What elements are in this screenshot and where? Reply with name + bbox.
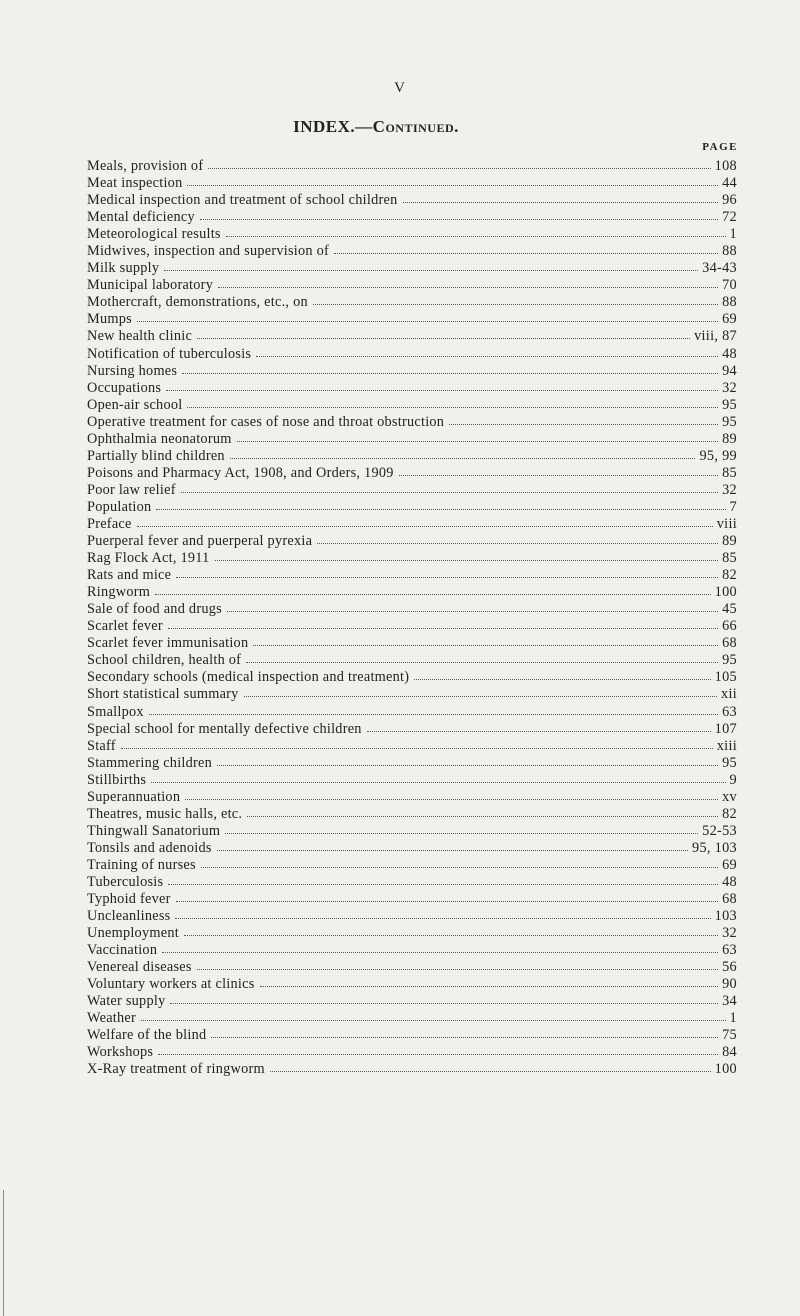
index-term: Stammering children	[87, 754, 213, 771]
index-entry	[87, 243, 737, 260]
index-page-ref: xii	[721, 686, 737, 703]
index-term: Tuberculosis	[87, 873, 164, 890]
index-term: Medical inspection and treatment of school children	[87, 192, 398, 209]
index-entry	[87, 959, 737, 976]
dot-leader	[168, 618, 718, 630]
index-term: Mothercraft, demonstrations, etc., on	[87, 294, 308, 311]
index-page-ref: 82	[722, 567, 737, 584]
index-entry	[87, 925, 737, 942]
index-entry	[87, 976, 737, 993]
index-entry	[87, 431, 737, 448]
dot-leader	[164, 260, 698, 272]
index-entry	[87, 1027, 737, 1044]
index-entry	[87, 993, 737, 1010]
index-entry	[87, 806, 737, 823]
dot-leader	[399, 465, 718, 477]
dot-leader	[181, 482, 718, 494]
dot-leader	[256, 346, 718, 358]
dot-leader	[414, 669, 710, 681]
dot-leader	[230, 448, 696, 460]
dot-leader	[137, 516, 713, 528]
index-page-ref: 82	[722, 805, 737, 822]
index-page-ref: xv	[722, 788, 737, 805]
dot-leader	[208, 158, 710, 170]
dot-leader	[217, 840, 688, 852]
index-page-ref: 7	[729, 498, 737, 515]
index-page-ref: 94	[722, 362, 737, 379]
dot-leader	[182, 363, 718, 375]
index-entry	[87, 448, 737, 465]
index-term: Venereal diseases	[87, 959, 192, 976]
index-entry	[87, 857, 737, 874]
index-entry	[87, 942, 737, 959]
index-entry	[87, 840, 737, 857]
dot-leader	[149, 704, 718, 716]
index-term: Ophthalmia neonatorum	[87, 430, 232, 447]
index-page-ref: 68	[722, 891, 737, 908]
index-term: Water supply	[87, 993, 166, 1010]
index-page-ref: 95, 99	[699, 447, 737, 464]
index-term: Staff	[87, 737, 116, 754]
dot-leader	[176, 891, 718, 903]
dot-leader	[141, 1010, 726, 1022]
index-entry	[87, 738, 737, 755]
index-page-ref: 89	[722, 430, 737, 447]
index-term: Unemployment	[87, 925, 179, 942]
index-entry	[87, 704, 737, 721]
dot-leader	[184, 925, 718, 937]
index-page-ref: 52-53	[702, 822, 737, 839]
dot-leader	[176, 567, 718, 579]
index-page-ref: 95, 103	[692, 839, 737, 856]
dot-leader	[260, 976, 719, 988]
index-entry	[87, 277, 737, 294]
index-entry	[87, 192, 737, 209]
index-entry	[87, 328, 737, 345]
index-term: Partially blind children	[87, 447, 225, 464]
index-page-ref: 103	[714, 908, 737, 925]
index-term: Mental deficiency	[87, 209, 195, 226]
dot-leader	[218, 277, 718, 289]
index-entry	[87, 363, 737, 380]
index-page-ref: 63	[722, 942, 737, 959]
index-page-ref: 63	[722, 703, 737, 720]
index-term: Weather	[87, 1010, 137, 1027]
index-page-ref: 1	[729, 226, 737, 243]
index-page-ref: 66	[722, 618, 737, 635]
index-entry	[87, 311, 737, 328]
dot-leader	[166, 380, 718, 392]
index-page-ref: 72	[722, 209, 737, 226]
index-page-ref: viii, 87	[694, 328, 737, 345]
dot-leader	[227, 601, 718, 613]
dot-leader	[334, 243, 718, 255]
index-entry	[87, 499, 737, 516]
index-term: Puerperal fever and puerperal pyrexia	[87, 533, 313, 550]
index-term: Poisons and Pharmacy Act, 1908, and Orders, 1909	[87, 464, 394, 481]
index-list	[87, 158, 737, 1079]
index-page-ref: 48	[722, 873, 737, 890]
index-entry	[87, 1010, 737, 1027]
index-entry	[87, 652, 737, 669]
index-page-ref: 85	[722, 550, 737, 567]
index-page-ref: 107	[714, 720, 737, 737]
page-edge-line	[3, 1190, 4, 1316]
index-entry	[87, 772, 737, 789]
dot-leader	[187, 175, 718, 187]
dot-leader	[175, 908, 710, 920]
index-term: Workshops	[87, 1044, 154, 1061]
dot-leader	[449, 414, 718, 426]
index-term: Welfare of the blind	[87, 1027, 207, 1044]
index-entry	[87, 874, 737, 891]
index-term: Superannuation	[87, 788, 181, 805]
index-term: Rats and mice	[87, 567, 172, 584]
index-entry	[87, 721, 737, 738]
index-page-ref: 70	[722, 277, 737, 294]
dot-leader	[226, 226, 726, 238]
index-entry	[87, 789, 737, 806]
index-page-ref: 95	[722, 652, 737, 669]
index-page-ref: 89	[722, 533, 737, 550]
index-entry	[87, 346, 737, 363]
index-entry	[87, 1044, 737, 1061]
index-term: Thingwall Sanatorium	[87, 822, 221, 839]
index-term: Population	[87, 498, 152, 515]
index-page-ref: 32	[722, 379, 737, 396]
index-term: Ringworm	[87, 584, 151, 601]
index-entry	[87, 516, 737, 533]
page-number: V	[394, 80, 406, 96]
index-term: Mumps	[87, 311, 132, 328]
index-page-ref: 88	[722, 243, 737, 260]
index-term: Rag Flock Act, 1911	[87, 550, 210, 567]
dot-leader	[247, 806, 718, 818]
index-entry	[87, 584, 737, 601]
dot-leader	[197, 328, 690, 340]
index-term: Scarlet fever immunisation	[87, 635, 249, 652]
index-page-ref: 95	[722, 754, 737, 771]
index-term: Uncleanliness	[87, 908, 171, 925]
index-entry	[87, 294, 737, 311]
index-entry	[87, 686, 737, 703]
index-entry	[87, 823, 737, 840]
index-entry	[87, 669, 737, 686]
index-page-ref: 105	[714, 669, 737, 686]
index-page-ref: 34	[722, 993, 737, 1010]
dot-leader	[170, 993, 718, 1005]
index-page-ref: 84	[722, 1044, 737, 1061]
index-term: School children, health of	[87, 652, 242, 669]
index-term: Municipal laboratory	[87, 277, 214, 294]
index-entry	[87, 1061, 737, 1078]
index-term: Short statistical summary	[87, 686, 239, 703]
index-page-ref: xiii	[716, 737, 737, 754]
dot-leader	[197, 959, 718, 971]
index-page-ref: 32	[722, 481, 737, 498]
index-entry	[87, 550, 737, 567]
dot-leader	[225, 823, 698, 835]
dot-leader	[158, 1044, 718, 1056]
dot-leader	[244, 686, 717, 698]
index-term: Poor law relief	[87, 481, 176, 498]
index-term: Milk supply	[87, 260, 160, 277]
dot-leader	[200, 209, 718, 221]
index-term: Training of nurses	[87, 856, 196, 873]
index-term: Midwives, inspection and supervision of	[87, 243, 330, 260]
dot-leader	[151, 772, 725, 784]
dot-leader	[211, 1027, 718, 1039]
index-page-ref: 95	[722, 396, 737, 413]
dot-leader	[187, 397, 718, 409]
index-term: Theatres, music halls, etc.	[87, 805, 243, 822]
index-page-ref: 68	[722, 635, 737, 652]
index-entry	[87, 482, 737, 499]
index-page-ref: 45	[722, 601, 737, 618]
index-term: Meat inspection	[87, 175, 183, 192]
index-term: Secondary schools (medical inspection and treatment)	[87, 669, 410, 686]
index-entry	[87, 414, 737, 431]
index-entry	[87, 175, 737, 192]
index-term: Open-air school	[87, 396, 183, 413]
index-page-ref: 100	[714, 1061, 737, 1078]
dot-leader	[403, 192, 719, 204]
index-entry	[87, 226, 737, 243]
dot-leader	[162, 942, 718, 954]
index-term: Nursing homes	[87, 362, 178, 379]
index-entry	[87, 567, 737, 584]
index-term: Notification of tuberculosis	[87, 345, 252, 362]
index-page-ref: viii	[716, 515, 737, 532]
index-page-ref: 34-43	[702, 260, 737, 277]
index-term: Operative treatment for cases of nose and throat obstruction	[87, 413, 445, 430]
index-entry	[87, 891, 737, 908]
index-entry	[87, 397, 737, 414]
index-entry	[87, 465, 737, 482]
index-page-ref: 9	[729, 771, 737, 788]
index-page-ref: 1	[729, 1010, 737, 1027]
index-entry	[87, 755, 737, 772]
page-column-heading: PAGE	[702, 141, 738, 153]
dot-leader	[201, 857, 718, 869]
index-page-ref: 95	[722, 413, 737, 430]
index-page-ref: 56	[722, 959, 737, 976]
index-term: Sale of food and drugs	[87, 601, 222, 618]
dot-leader	[246, 652, 718, 664]
index-term: Scarlet fever	[87, 618, 163, 635]
index-page-ref: 44	[722, 175, 737, 192]
index-term: Stillbirths	[87, 771, 147, 788]
dot-leader	[156, 499, 725, 511]
index-term: Vaccination	[87, 942, 158, 959]
index-term: Typhoid fever	[87, 891, 171, 908]
index-page-ref: 100	[714, 584, 737, 601]
index-entry	[87, 618, 737, 635]
index-term: Smallpox	[87, 703, 144, 720]
dot-leader	[137, 311, 718, 323]
index-term: Voluntary workers at clinics	[87, 976, 255, 993]
dot-leader	[185, 789, 718, 801]
index-page-ref: 85	[722, 464, 737, 481]
index-page-ref: 32	[722, 925, 737, 942]
index-page-ref: 88	[722, 294, 737, 311]
index-entry	[87, 533, 737, 550]
dot-leader	[215, 550, 719, 562]
index-term: Meteorological results	[87, 226, 221, 243]
index-page-ref: 69	[722, 311, 737, 328]
dot-leader	[121, 738, 713, 750]
index-term: Tonsils and adenoids	[87, 839, 212, 856]
title-continued: Continued.	[372, 117, 459, 136]
index-term: Meals, provision of	[87, 158, 204, 174]
index-entry	[87, 380, 737, 397]
index-term: New health clinic	[87, 328, 193, 345]
page-title	[0, 117, 752, 137]
dot-leader	[270, 1061, 711, 1073]
index-entry	[87, 601, 737, 618]
dot-leader	[317, 533, 718, 545]
dot-leader	[237, 431, 718, 443]
dot-leader	[217, 755, 718, 767]
title-main: INDEX.—	[293, 117, 373, 136]
index-entry	[87, 209, 737, 226]
dot-leader	[253, 635, 718, 647]
index-term: Preface	[87, 515, 132, 532]
index-entry	[87, 158, 737, 175]
index-term: Occupations	[87, 379, 162, 396]
index-page-ref: 69	[722, 856, 737, 873]
dot-leader	[367, 721, 711, 733]
dot-leader	[168, 874, 718, 886]
index-entry	[87, 908, 737, 925]
dot-leader	[313, 294, 718, 306]
index-entry	[87, 635, 737, 652]
index-page-ref: 48	[722, 345, 737, 362]
dot-leader	[155, 584, 710, 596]
index-page-ref: 96	[722, 192, 737, 209]
index-page-ref: 75	[722, 1027, 737, 1044]
index-entry	[87, 260, 737, 277]
index-term: X-Ray treatment of ringworm	[87, 1061, 265, 1078]
index-page-ref: 90	[722, 976, 737, 993]
index-page-ref: 108	[714, 158, 737, 174]
index-term: Special school for mentally defective children	[87, 720, 362, 737]
